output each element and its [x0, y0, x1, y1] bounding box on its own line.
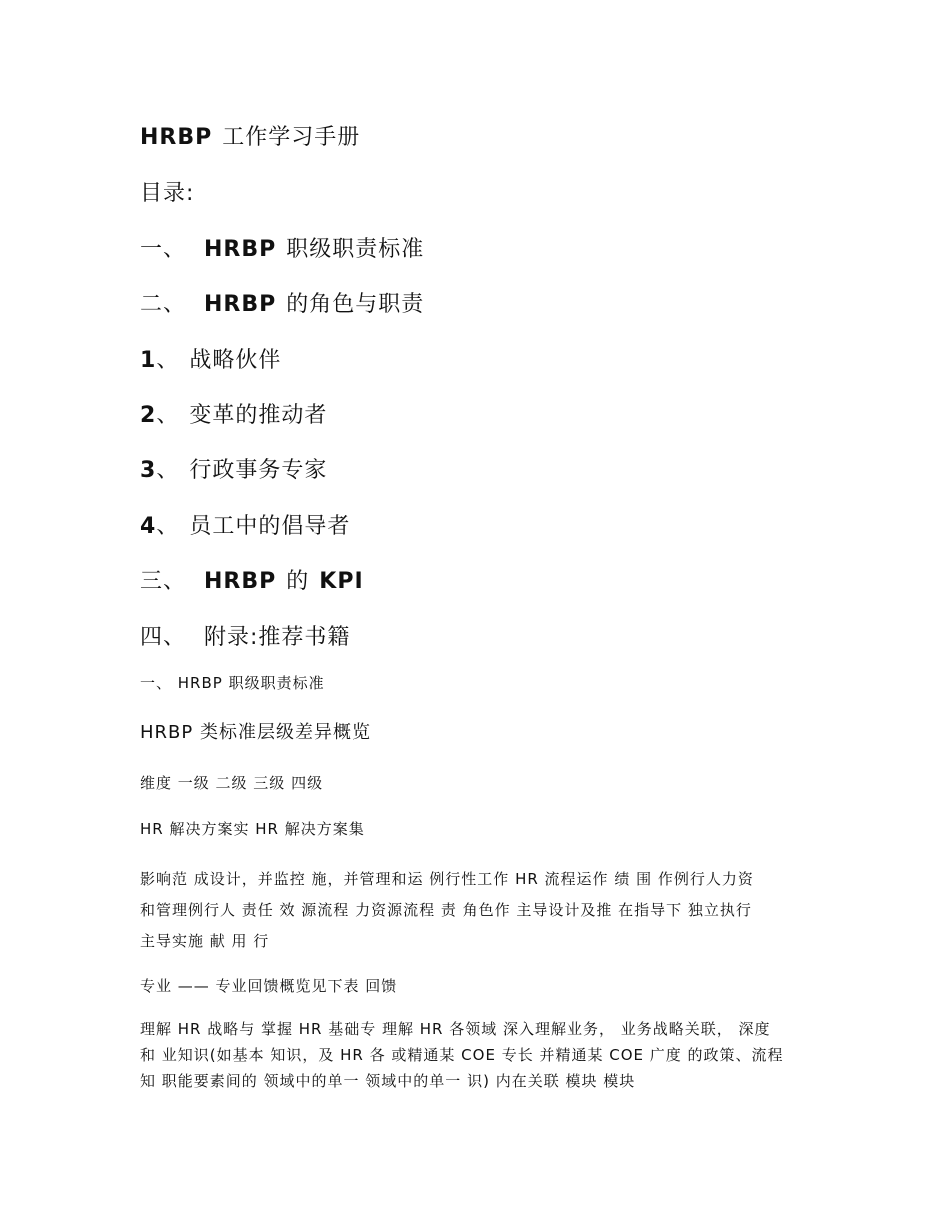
- paragraph-line: 影响范 成设计，并监控 施，并管理和运 例行性工作 HR 流程运作 绩 围 作例行人力资: [140, 870, 754, 888]
- toc-item-6: 4、 员工中的倡导者: [140, 514, 351, 539]
- paragraph-line: 专业 —— 专业回馈概览见下表 回馈: [140, 977, 398, 995]
- paragraph-line: 主导实施 献 用 行: [140, 932, 270, 950]
- paragraph-line: 和管理例行人 责任 效 源流程 力资源流程 责 角色作 主导设计及推 在指导下 独立执行: [140, 901, 752, 919]
- toc-item-2: 二、 HRBP 的角色与职责: [140, 292, 425, 317]
- toc-item-5: 3、 行政事务专家: [140, 458, 328, 483]
- section-heading: 一、 HRBP 职级职责标准: [140, 674, 325, 692]
- toc-item-1: 一、 HRBP 职级职责标准: [140, 237, 425, 262]
- toc-label: 目录:: [140, 181, 195, 206]
- paragraph-line: 维度 一级 二级 三级 四级: [140, 774, 324, 792]
- toc-item-3: 1、 战略伙伴: [140, 348, 282, 373]
- toc-item-8: 四、 附录:推荐书籍: [140, 625, 351, 650]
- document-title: HRBP 工作学习手册: [140, 125, 361, 150]
- toc-item-7: 三、 HRBP 的 KPI: [140, 569, 364, 594]
- paragraph-line: 理解 HR 战略与 掌握 HR 基础专 理解 HR 各领域 深入理解业务， 业务战略关联， 深度: [140, 1020, 771, 1038]
- subheading: HRBP 类标准层级差异概览: [140, 722, 371, 743]
- paragraph-line: HR 解决方案实 HR 解决方案集: [140, 820, 365, 838]
- paragraph-line: 和 业知识(如基本 知识，及 HR 各 或精通某 COE 专长 并精通某 COE 广度 的政策、流程: [140, 1046, 784, 1064]
- toc-item-4: 2、 变革的推动者: [140, 403, 328, 428]
- paragraph-line: 知 职能要素间的 领域中的单一 领域中的单一 识) 内在关联 模块 模块: [140, 1072, 636, 1090]
